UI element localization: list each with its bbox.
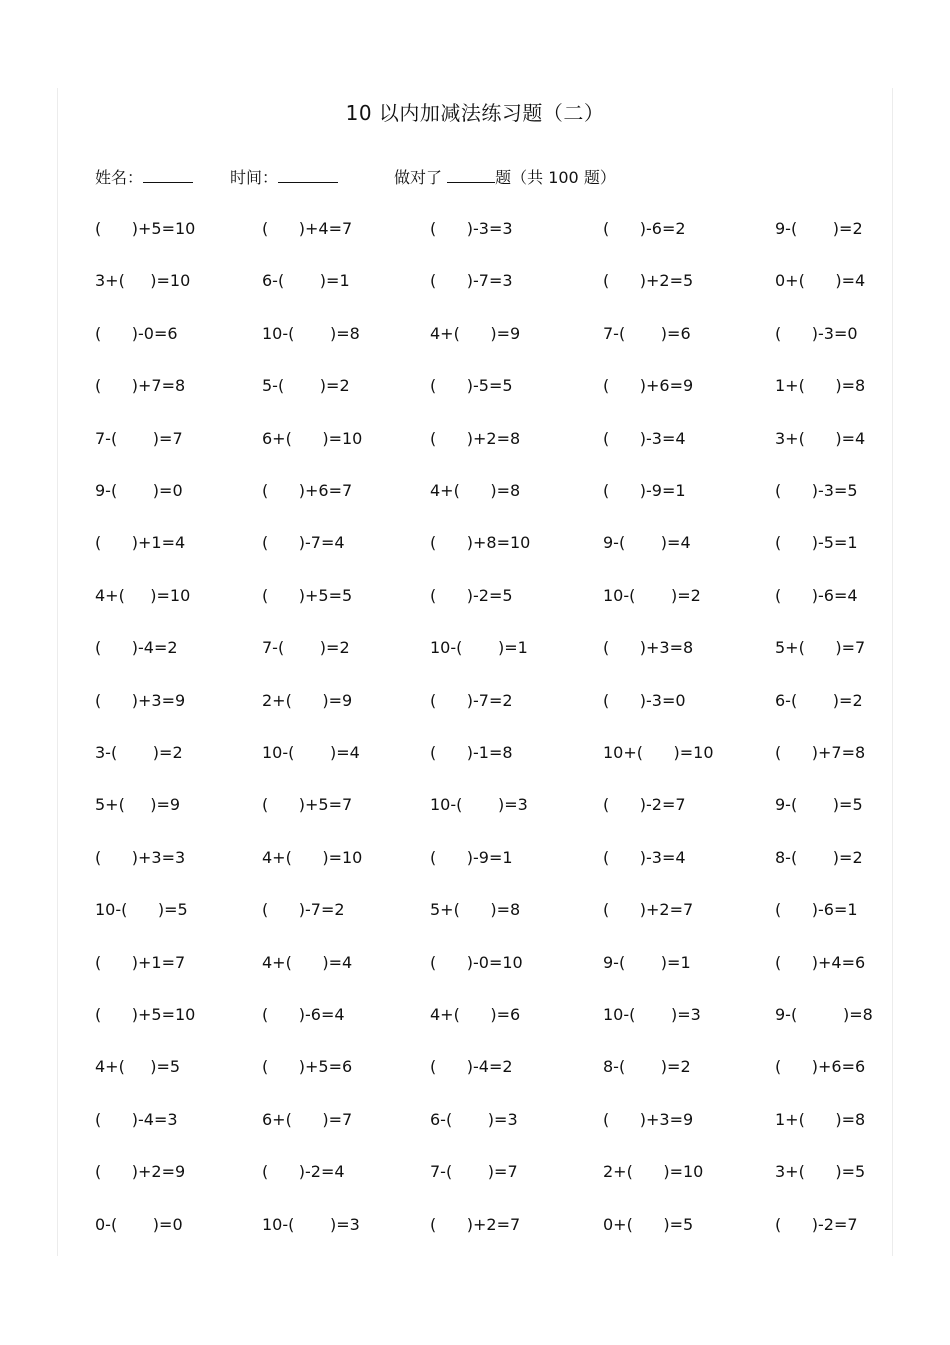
problem-item: ( )-0=10 xyxy=(430,952,523,972)
problem-item: ( )+4=6 xyxy=(775,952,866,972)
problem-item: 3+( )=5 xyxy=(775,1162,866,1182)
problem-item: 6+( )=7 xyxy=(262,1109,353,1129)
problem-item: ( )-2=5 xyxy=(430,585,513,605)
problem-item: 3+( )=10 xyxy=(95,271,191,291)
problem-item: ( )+1=7 xyxy=(95,952,186,972)
problem-item: ( )-2=7 xyxy=(603,795,686,815)
problem-item: ( )-7=4 xyxy=(262,533,345,553)
problem-item: 9-( )=0 xyxy=(95,481,183,500)
problem-item: ( )+5=5 xyxy=(262,585,353,605)
problem-item: ( )-4=2 xyxy=(95,638,178,658)
problem-item: ( )+2=5 xyxy=(603,271,694,291)
problem-item: 2+( )=9 xyxy=(262,690,353,710)
problem-item: 6+( )=10 xyxy=(262,428,363,448)
score-suffix: 题（共 100 题） xyxy=(495,168,616,187)
problem-item: 8-( )=2 xyxy=(775,847,863,867)
problem-item: 9-( )=1 xyxy=(603,952,691,972)
problem-item: 2+( )=10 xyxy=(603,1162,704,1182)
problem-item: ( )-5=5 xyxy=(430,376,513,396)
problem-item: ( )-7=2 xyxy=(430,690,513,710)
problem-item: ( )+3=9 xyxy=(95,690,186,710)
problem-item: 7-( )=2 xyxy=(262,638,350,658)
problem-item: 1+( )=8 xyxy=(775,1109,866,1129)
problem-item: 9-( )=2 xyxy=(775,219,863,238)
problem-item: 9-( )=8 xyxy=(775,1005,873,1024)
problem-item: 10+( )=10 xyxy=(603,743,714,762)
problem-item: ( )-5=1 xyxy=(775,533,858,553)
problem-item: ( )+6=6 xyxy=(775,1057,866,1077)
problem-item: 9-( )=5 xyxy=(775,795,863,815)
problem-item: ( )+5=7 xyxy=(262,795,353,815)
problem-item: 7-( )=7 xyxy=(95,428,183,448)
problem-item: ( )+6=7 xyxy=(262,481,353,500)
problem-item: ( )+5=10 xyxy=(95,219,196,238)
problem-item: 0+( )=5 xyxy=(603,1214,694,1234)
problem-item: ( )+1=4 xyxy=(95,533,186,553)
problem-item: 10-( )=4 xyxy=(262,743,360,762)
problem-item: ( )+7=8 xyxy=(775,743,866,762)
problem-item: ( )+3=9 xyxy=(603,1109,694,1129)
score-prefix: 做对了 xyxy=(394,168,443,187)
problem-item: ( )+4=7 xyxy=(262,219,353,238)
problem-item: 10-( )=3 xyxy=(430,795,528,815)
problem-item: ( )+5=6 xyxy=(262,1057,353,1077)
problem-item: 10-( )=5 xyxy=(95,900,188,920)
problem-item: ( )-3=4 xyxy=(603,428,686,448)
problem-item: ( )-3=3 xyxy=(430,219,513,238)
problem-item: ( )+7=8 xyxy=(95,376,186,396)
problem-item: 6-( )=1 xyxy=(262,271,350,291)
problem-item: ( )-9=1 xyxy=(603,481,686,500)
problem-item: 8-( )=2 xyxy=(603,1057,691,1077)
worksheet-title: 10 以内加减法练习题（二） xyxy=(345,101,605,125)
problem-item: ( )-0=6 xyxy=(95,323,178,343)
problem-item: 4+( )=6 xyxy=(430,1005,521,1024)
problem-item: 10-( )=3 xyxy=(603,1005,701,1024)
problem-item: ( )+8=10 xyxy=(430,533,531,553)
problem-item: ( )-2=4 xyxy=(262,1162,345,1182)
problem-item: 4+( )=5 xyxy=(95,1057,181,1077)
problem-item: 5+( )=8 xyxy=(430,900,521,920)
problem-item: 6-( )=2 xyxy=(775,690,863,710)
problem-item: 4+( )=4 xyxy=(262,952,353,972)
problem-item: 1+( )=8 xyxy=(775,376,866,396)
problem-item: 10-( )=1 xyxy=(430,638,528,658)
problem-item: ( )-3=5 xyxy=(775,481,858,500)
problem-item: ( )+2=8 xyxy=(430,428,521,448)
problem-item: 7-( )=7 xyxy=(430,1162,518,1182)
problem-item: 3-( )=2 xyxy=(95,743,183,762)
problem-item: ( )+6=9 xyxy=(603,376,694,396)
problem-item: ( )+2=9 xyxy=(95,1162,186,1182)
time-label: 时间： xyxy=(230,168,279,187)
problem-item: ( )+5=10 xyxy=(95,1005,196,1024)
problem-item: ( )-3=4 xyxy=(603,847,686,867)
problem-item: 10-( )=3 xyxy=(262,1214,360,1234)
problem-item: 10-( )=8 xyxy=(262,323,360,343)
problem-item: ( )+3=3 xyxy=(95,847,186,867)
problem-item: ( )-7=2 xyxy=(262,900,345,920)
problem-item: ( )-6=4 xyxy=(775,585,858,605)
problem-item: 5+( )=9 xyxy=(95,795,181,815)
problem-item: 4+( )=10 xyxy=(262,847,363,867)
problem-item: ( )-9=1 xyxy=(430,847,513,867)
problem-item: 7-( )=6 xyxy=(603,323,691,343)
problem-item: 9-( )=4 xyxy=(603,533,691,553)
name-label: 姓名： xyxy=(95,168,144,187)
problem-item: 6-( )=3 xyxy=(430,1109,518,1129)
problem-item: ( )-6=1 xyxy=(775,900,858,920)
problem-item: 10-( )=2 xyxy=(603,585,701,605)
problem-item: ( )-3=0 xyxy=(603,690,686,710)
problem-item: ( )-4=2 xyxy=(430,1057,513,1077)
problem-item: 5-( )=2 xyxy=(262,376,350,396)
problem-item: ( )+3=8 xyxy=(603,638,694,658)
problem-item: ( )+2=7 xyxy=(603,900,694,920)
problem-item: ( )-2=7 xyxy=(775,1214,858,1234)
problem-item: 0-( )=0 xyxy=(95,1214,183,1234)
problem-item: ( )-7=3 xyxy=(430,271,513,291)
problem-item: ( )-6=4 xyxy=(262,1005,345,1024)
problem-item: ( )-1=8 xyxy=(430,743,513,762)
problem-item: ( )+2=7 xyxy=(430,1214,521,1234)
problem-item: 4+( )=8 xyxy=(430,481,521,500)
problem-item: 3+( )=4 xyxy=(775,428,866,448)
problem-item: ( )-6=2 xyxy=(603,219,686,238)
problem-item: ( )-3=0 xyxy=(775,323,858,343)
problem-item: 5+( )=7 xyxy=(775,638,866,658)
problem-item: 4+( )=10 xyxy=(95,585,191,605)
problem-item: 0+( )=4 xyxy=(775,271,866,291)
problem-item: 4+( )=9 xyxy=(430,323,521,343)
problem-item: ( )-4=3 xyxy=(95,1109,178,1129)
